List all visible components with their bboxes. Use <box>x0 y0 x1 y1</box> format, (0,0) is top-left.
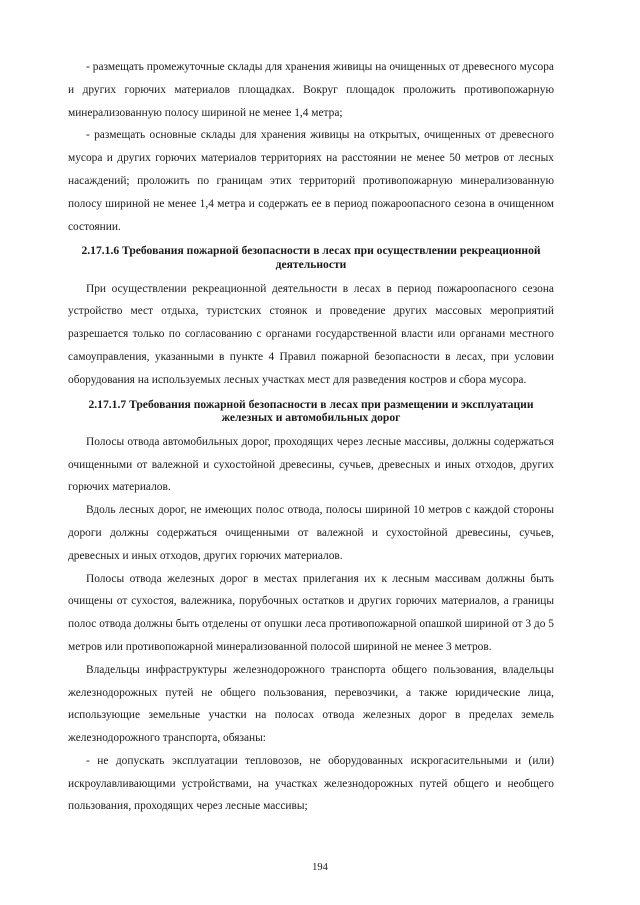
paragraph-main-warehouses: - размещать основные склады для хранения живицы на открытых, очищенных от древесного мусора и других горючих материалов территориях на расстоянии не менее 50 метров от лесных насаждений; проложить по границам этих территорий противопожарную минерализованную полосу шириной не менее 1,4 метра и содержать ее в период пожароопасного сезона в очищенном состоянии. <box>68 129 554 233</box>
paragraph-locomotives: - не допускать эксплуатации тепловозов, не оборудованных искрогасительными и (или) искроулавливающими устройствами, на участках железнодорожных путей общего и необщего пользования, проходящих через лесные массивы; <box>68 754 554 813</box>
paragraph-recreation: При осуществлении рекреационной деятельности в лесах в период пожароопасного сезона устройство мест отдыха, туристских стоянок и проведение других массовых мероприятий разрешается только по согласованию с органами государственной власти или органами местного самоуправления, указанными в пункте 4 Правил пожарной безопасности в лесах, при условии оборудования на используемых лесных участках мест для разведения костров и сбора мусора. <box>68 282 554 386</box>
document-page <box>68 56 554 818</box>
paragraph-forest-roads: Вдоль лесных дорог, не имеющих полос отвода, полосы шириной 10 метров с каждой стороны дороги должны содержаться очищенными от валежной и сухостойной древесины, сучьев, древесных и иных отходов, других горючих материалов. <box>68 504 554 562</box>
paragraph-road-strips: Полосы отвода автомобильных дорог, проходящих через лесные массивы, должны содержаться очищенными от валежной и сухостойной древесины, сучьев, древесных и иных отходов, других горючих материалов. <box>68 435 554 494</box>
paragraph-railway-owners: Владельцы инфраструктуры железнодорожного транспорта общего пользования, владельцы железнодорожных путей не общего пользования, перевозчики, а также юридические лица, использующие земельные участки на полосах отвода железных дорог в пределах земель железнодорожного транспорта, обязаны: <box>68 663 554 745</box>
page-number: 194 <box>312 862 328 873</box>
section-heading-recreation: 2.17.1.6 Требования пожарной безопасности в лесах при осуществлении рекреационной деятельности <box>81 244 541 271</box>
section-heading-roads: 2.17.1.7 Требования пожарной безопасности в лесах при размещении и эксплуатации железных и автомобильных дорог <box>88 397 534 425</box>
paragraph-intermediate-warehouses: - размещать промежуточные склады для хранения живицы на очищенных от древесного мусора и других горючих материалов площадках. Вокруг площадок проложить противопожарную минерализованную полосу шириной не менее 1,4 метра; <box>68 61 554 119</box>
paragraph-railway-strips: Полосы отвода железных дорог в местах прилегания их к лесным массивам должны быть очищены от сухостоя, валежника, порубочных остатков и других горючих материалов, а границы полос отвода должны быть отделены от опушки леса противопожарной опашкой шириной от 3 до 5 метров или противопожарной минерализованной полосой шириной не менее 3 метров. <box>68 572 554 653</box>
